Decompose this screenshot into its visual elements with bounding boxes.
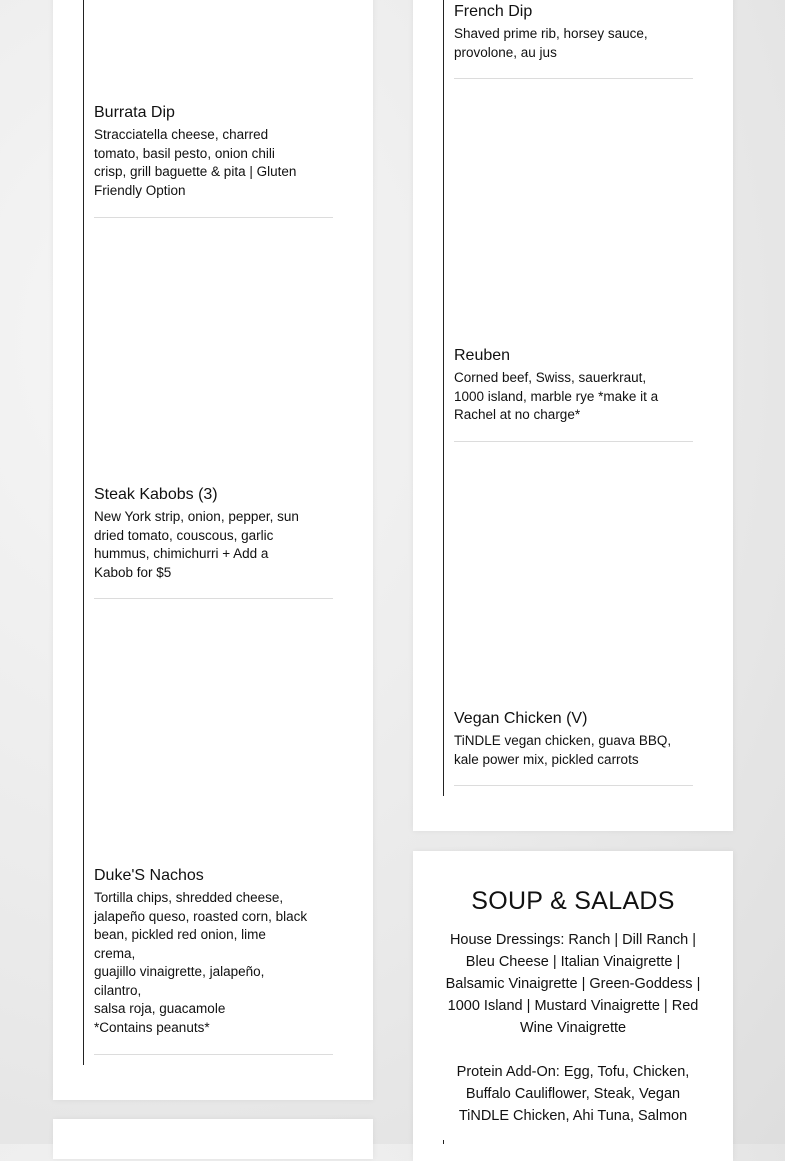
menu-item-description: Shaved prime rib, horsey sauce, provolone, au jus: [454, 26, 648, 60]
menu-item-french-dip[interactable]: [454, 2, 684, 62]
menu-item-description: Tortilla chips, shredded cheese, jalapeño queso, roasted corn, black bean, pickled red onion, lime crema, guajillo vinaigrette, jalapeño, cilantro, salsa roja, guacamole *Contains peanuts*: [94, 890, 308, 1035]
menu-item-name: Duke'S Nachos: [94, 867, 204, 884]
menu-item-steak-kabobs[interactable]: [94, 485, 324, 582]
menu-item-vegan-chicken[interactable]: [454, 709, 684, 769]
menu-item-name: Steak Kabobs (3): [94, 486, 218, 503]
protein-addon-info: Protein Add-On: Egg, Tofu, Chicken, Buffalo Cauliflower, Steak, Vegan TiNDLE Chicken, Ahi Tuna, Salmon: [456, 1064, 690, 1124]
menu-item-name: Vegan Chicken (V): [454, 710, 588, 727]
item-divider: [94, 598, 333, 599]
menu-item-description: New York strip, onion, pepper, sun dried tomato, couscous, garlic hummus, chimichurri + Add a Kabob for $5: [94, 509, 299, 580]
item-divider: [94, 217, 333, 218]
section-title: SOUP & SALADS: [471, 887, 675, 915]
item-divider: [94, 1054, 333, 1055]
menu-item-description: Corned beef, Swiss, sauerkraut, 1000 island, marble rye *make it a Rachel at no charge*: [454, 370, 659, 422]
left-column-rule: [83, 0, 84, 1065]
section-rule-start: [443, 1140, 444, 1144]
menu-item-name: Burrata Dip: [94, 104, 175, 121]
item-divider: [454, 785, 693, 786]
item-divider: [454, 441, 693, 442]
item-divider: [454, 78, 693, 79]
dressings-info: House Dressings: Ranch | Dill Ranch | Bleu Cheese | Italian Vinaigrette | Balsamic Vinaigrette | Green-Goddess | 1000 Island | Mustard Vinaigrette | Red Wine Vinaigrette: [445, 932, 701, 1036]
menu-item-burrata-dip[interactable]: [94, 103, 324, 200]
menu-item-name: Reuben: [454, 347, 511, 364]
menu-item-description: Stracciatella cheese, charred tomato, basil pesto, onion chili crisp, grill baguette & pita | Gluten Friendly Option: [94, 127, 297, 198]
menu-item-description: TiNDLE vegan chicken, guava BBQ, kale power mix, pickled carrots: [454, 733, 672, 767]
menu-item-name: French Dip: [454, 3, 533, 20]
menu-card-left-next: [53, 1119, 373, 1159]
menu-item-dukes-nachos[interactable]: [94, 866, 324, 1037]
menu-item-reuben[interactable]: [454, 346, 684, 425]
right-column-rule: [443, 0, 444, 796]
